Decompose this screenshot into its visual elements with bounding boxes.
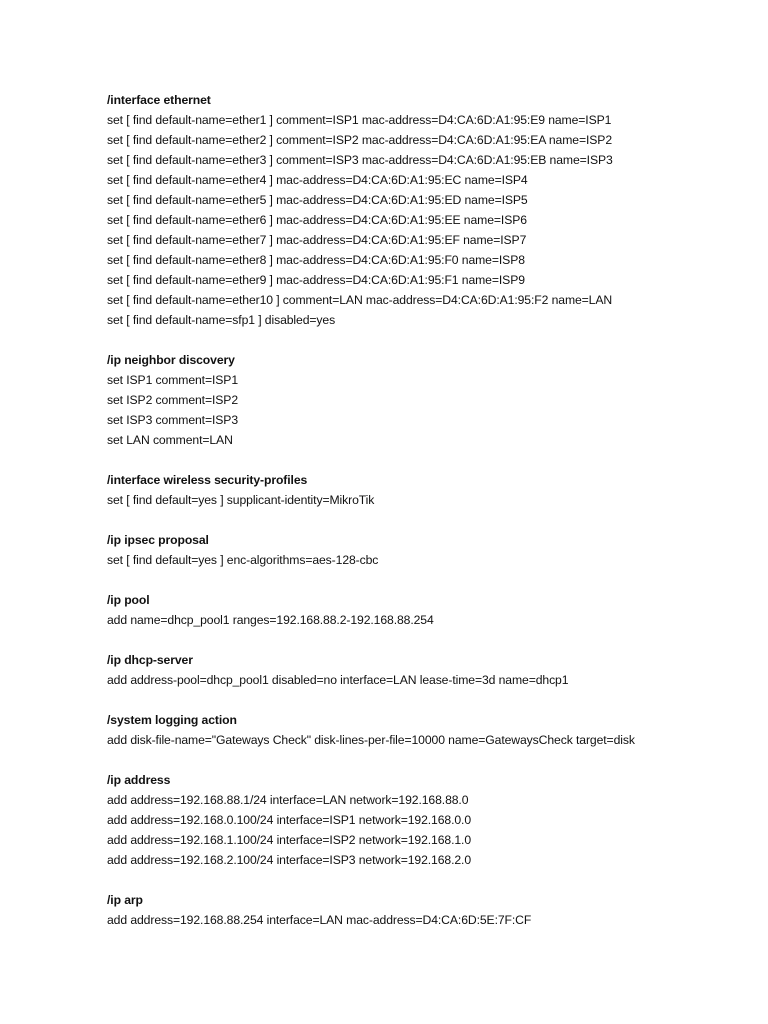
section-heading: /system logging action: [107, 713, 237, 727]
config-section: [107, 470, 747, 510]
config-section: [107, 590, 747, 630]
section-heading: /ip dhcp-server: [107, 653, 193, 667]
command-line: set [ find default-name=ether3 ] comment=ISP3 mac-address=D4:CA:6D:A1:95:EB name=ISP3: [107, 153, 613, 167]
command-line: set ISP1 comment=ISP1: [107, 373, 239, 387]
section-heading: /interface wireless security-profiles: [107, 473, 308, 487]
command-line: set [ find default-name=ether6 ] mac-address=D4:CA:6D:A1:95:EE name=ISP6: [107, 213, 527, 227]
command-line: add address=192.168.88.254 interface=LAN mac-address=D4:CA:6D:5E:7F:CF: [107, 913, 532, 927]
command-line: set [ find default-name=ether4 ] mac-address=D4:CA:6D:A1:95:EC name=ISP4: [107, 173, 528, 187]
command-line: add address-pool=dhcp_pool1 disabled=no interface=LAN lease-time=3d name=dhcp1: [107, 673, 569, 687]
config-section: [107, 650, 747, 690]
config-section: [107, 890, 747, 930]
section-heading: /interface ethernet: [107, 93, 211, 107]
command-line: set [ find default-name=ether1 ] comment=ISP1 mac-address=D4:CA:6D:A1:95:E9 name=ISP1: [107, 113, 612, 127]
command-line: add address=192.168.2.100/24 interface=ISP3 network=192.168.2.0: [107, 853, 472, 867]
config-listing: [107, 90, 747, 950]
config-section: [107, 770, 747, 870]
command-line: add address=192.168.0.100/24 interface=ISP1 network=192.168.0.0: [107, 813, 472, 827]
section-heading: /ip neighbor discovery: [107, 353, 235, 367]
command-line: set [ find default-name=ether7 ] mac-address=D4:CA:6D:A1:95:EF name=ISP7: [107, 233, 527, 247]
config-section: [107, 350, 747, 450]
config-section: [107, 90, 747, 330]
command-line: set LAN comment=LAN: [107, 433, 233, 447]
command-line: set [ find default-name=ether8 ] mac-address=D4:CA:6D:A1:95:F0 name=ISP8: [107, 253, 525, 267]
section-heading: /ip ipsec proposal: [107, 533, 209, 547]
command-line: set [ find default=yes ] supplicant-identity=MikroTik: [107, 493, 375, 507]
command-line: set [ find default-name=ether9 ] mac-address=D4:CA:6D:A1:95:F1 name=ISP9: [107, 273, 525, 287]
command-line: add name=dhcp_pool1 ranges=192.168.88.2-192.168.88.254: [107, 613, 434, 627]
config-section: [107, 710, 747, 750]
command-line: set [ find default-name=ether5 ] mac-address=D4:CA:6D:A1:95:ED name=ISP5: [107, 193, 528, 207]
section-heading: /ip pool: [107, 593, 150, 607]
command-line: set ISP2 comment=ISP2: [107, 393, 239, 407]
command-line: add address=192.168.88.1/24 interface=LAN network=192.168.88.0: [107, 793, 469, 807]
command-line: set [ find default=yes ] enc-algorithms=aes-128-cbc: [107, 553, 379, 567]
command-line: add address=192.168.1.100/24 interface=ISP2 network=192.168.1.0: [107, 833, 472, 847]
command-line: add disk-file-name="Gateways Check" disk-lines-per-file=10000 name=GatewaysCheck target=disk: [107, 733, 635, 747]
command-line: set ISP3 comment=ISP3: [107, 413, 239, 427]
command-line: set [ find default-name=ether2 ] comment=ISP2 mac-address=D4:CA:6D:A1:95:EA name=ISP2: [107, 133, 613, 147]
section-heading: /ip address: [107, 773, 171, 787]
command-line: set [ find default-name=sfp1 ] disabled=yes: [107, 313, 336, 327]
section-heading: /ip arp: [107, 893, 143, 907]
command-line: set [ find default-name=ether10 ] comment=LAN mac-address=D4:CA:6D:A1:95:F2 name=LAN: [107, 293, 613, 307]
config-section: [107, 530, 747, 570]
